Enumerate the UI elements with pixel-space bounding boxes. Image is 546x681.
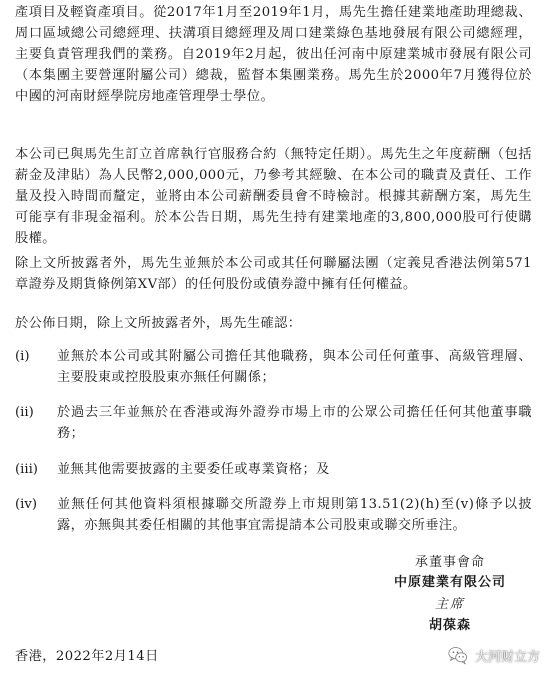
signature-title: 主席: [434, 597, 465, 612]
watermark-label: 大河财立方: [474, 649, 540, 665]
paragraph-career: 產項目及輕資產項目。從2017年1月至2019年1月，馬先生擔任建業地產助理總裁、周口區域總公司總經理、扶溝項目總經理及周口建業綠色基地發展有限公司總經理，主要負責管理我們的業務。自2019年2月起，彼出任河南中原建業城市發展有限公司（本集團主要營運附屬公司）總裁，監督本集團業務。馬先生於2000年7月獲得位於中國的河南財經學院房地產管理學士學位。: [15, 5, 532, 104]
list-item-number: (i): [15, 349, 30, 364]
list-item-text: 並無其他需要披露的主要委任或專業資格；及: [57, 462, 330, 477]
list-item: [15, 402, 532, 444]
wechat-icon: [447, 644, 469, 666]
watermark: [447, 644, 540, 666]
list-item-number: (ii): [15, 405, 34, 420]
list-item-text: 並無任何其他資料須根據聯交所證券上市規則第13.51(2)(h)至(v)條予以披露，亦無與其委任相關的其他事宜需提請本公司股東或聯交所垂注。: [57, 497, 532, 533]
paragraph-interests: 除上文所披露者外，馬先生並無於本公司或其任何聯屬法團（定義見香港法例第571章證券及期貨條例第XV部）的任何股份或債券證中擁有任何權益。: [15, 256, 532, 292]
list-item-number: (iv): [15, 497, 37, 512]
list-item-text: 於過去三年並無於在香港或海外證券市場上市的公眾公司擔任任何其他董事職務；: [57, 405, 532, 441]
list-item: [15, 459, 532, 480]
list-item: [15, 346, 532, 388]
list-item: [15, 494, 532, 536]
list-item-number: (iii): [15, 462, 38, 477]
list-item-text: 並無於本公司或其附屬公司擔任其他職務，與本公司任何董事、高級管理層、主要股東或控股股東亦無任何關係；: [57, 349, 532, 385]
paragraph-confirmation-intro: 於公佈日期，除上文所披露者外，馬先生確認：: [15, 316, 302, 331]
signature-name: 胡葆森: [428, 618, 471, 633]
signature-by-order: 承董事會命: [414, 555, 485, 570]
signature-company: 中原建業有限公司: [393, 575, 506, 590]
paragraph-service-contract: 本公司已與馬先生訂立首席執行官服務合約（無特定任期）。馬先生之年度薪酬（包括薪金及津貼）為人民幣2,000,000元，乃參考其經驗、在本公司的職責及責任、工作量及投入時間而釐定，並將由本公司薪酬委員會不時檢討。根據其薪酬方案，馬先生可能享有非現金福利。於本公告日期，馬先生持有建業地產的3,800,000股可行使購股權。: [15, 147, 532, 246]
announcement-date: 香港，2022年2月14日: [15, 649, 159, 664]
